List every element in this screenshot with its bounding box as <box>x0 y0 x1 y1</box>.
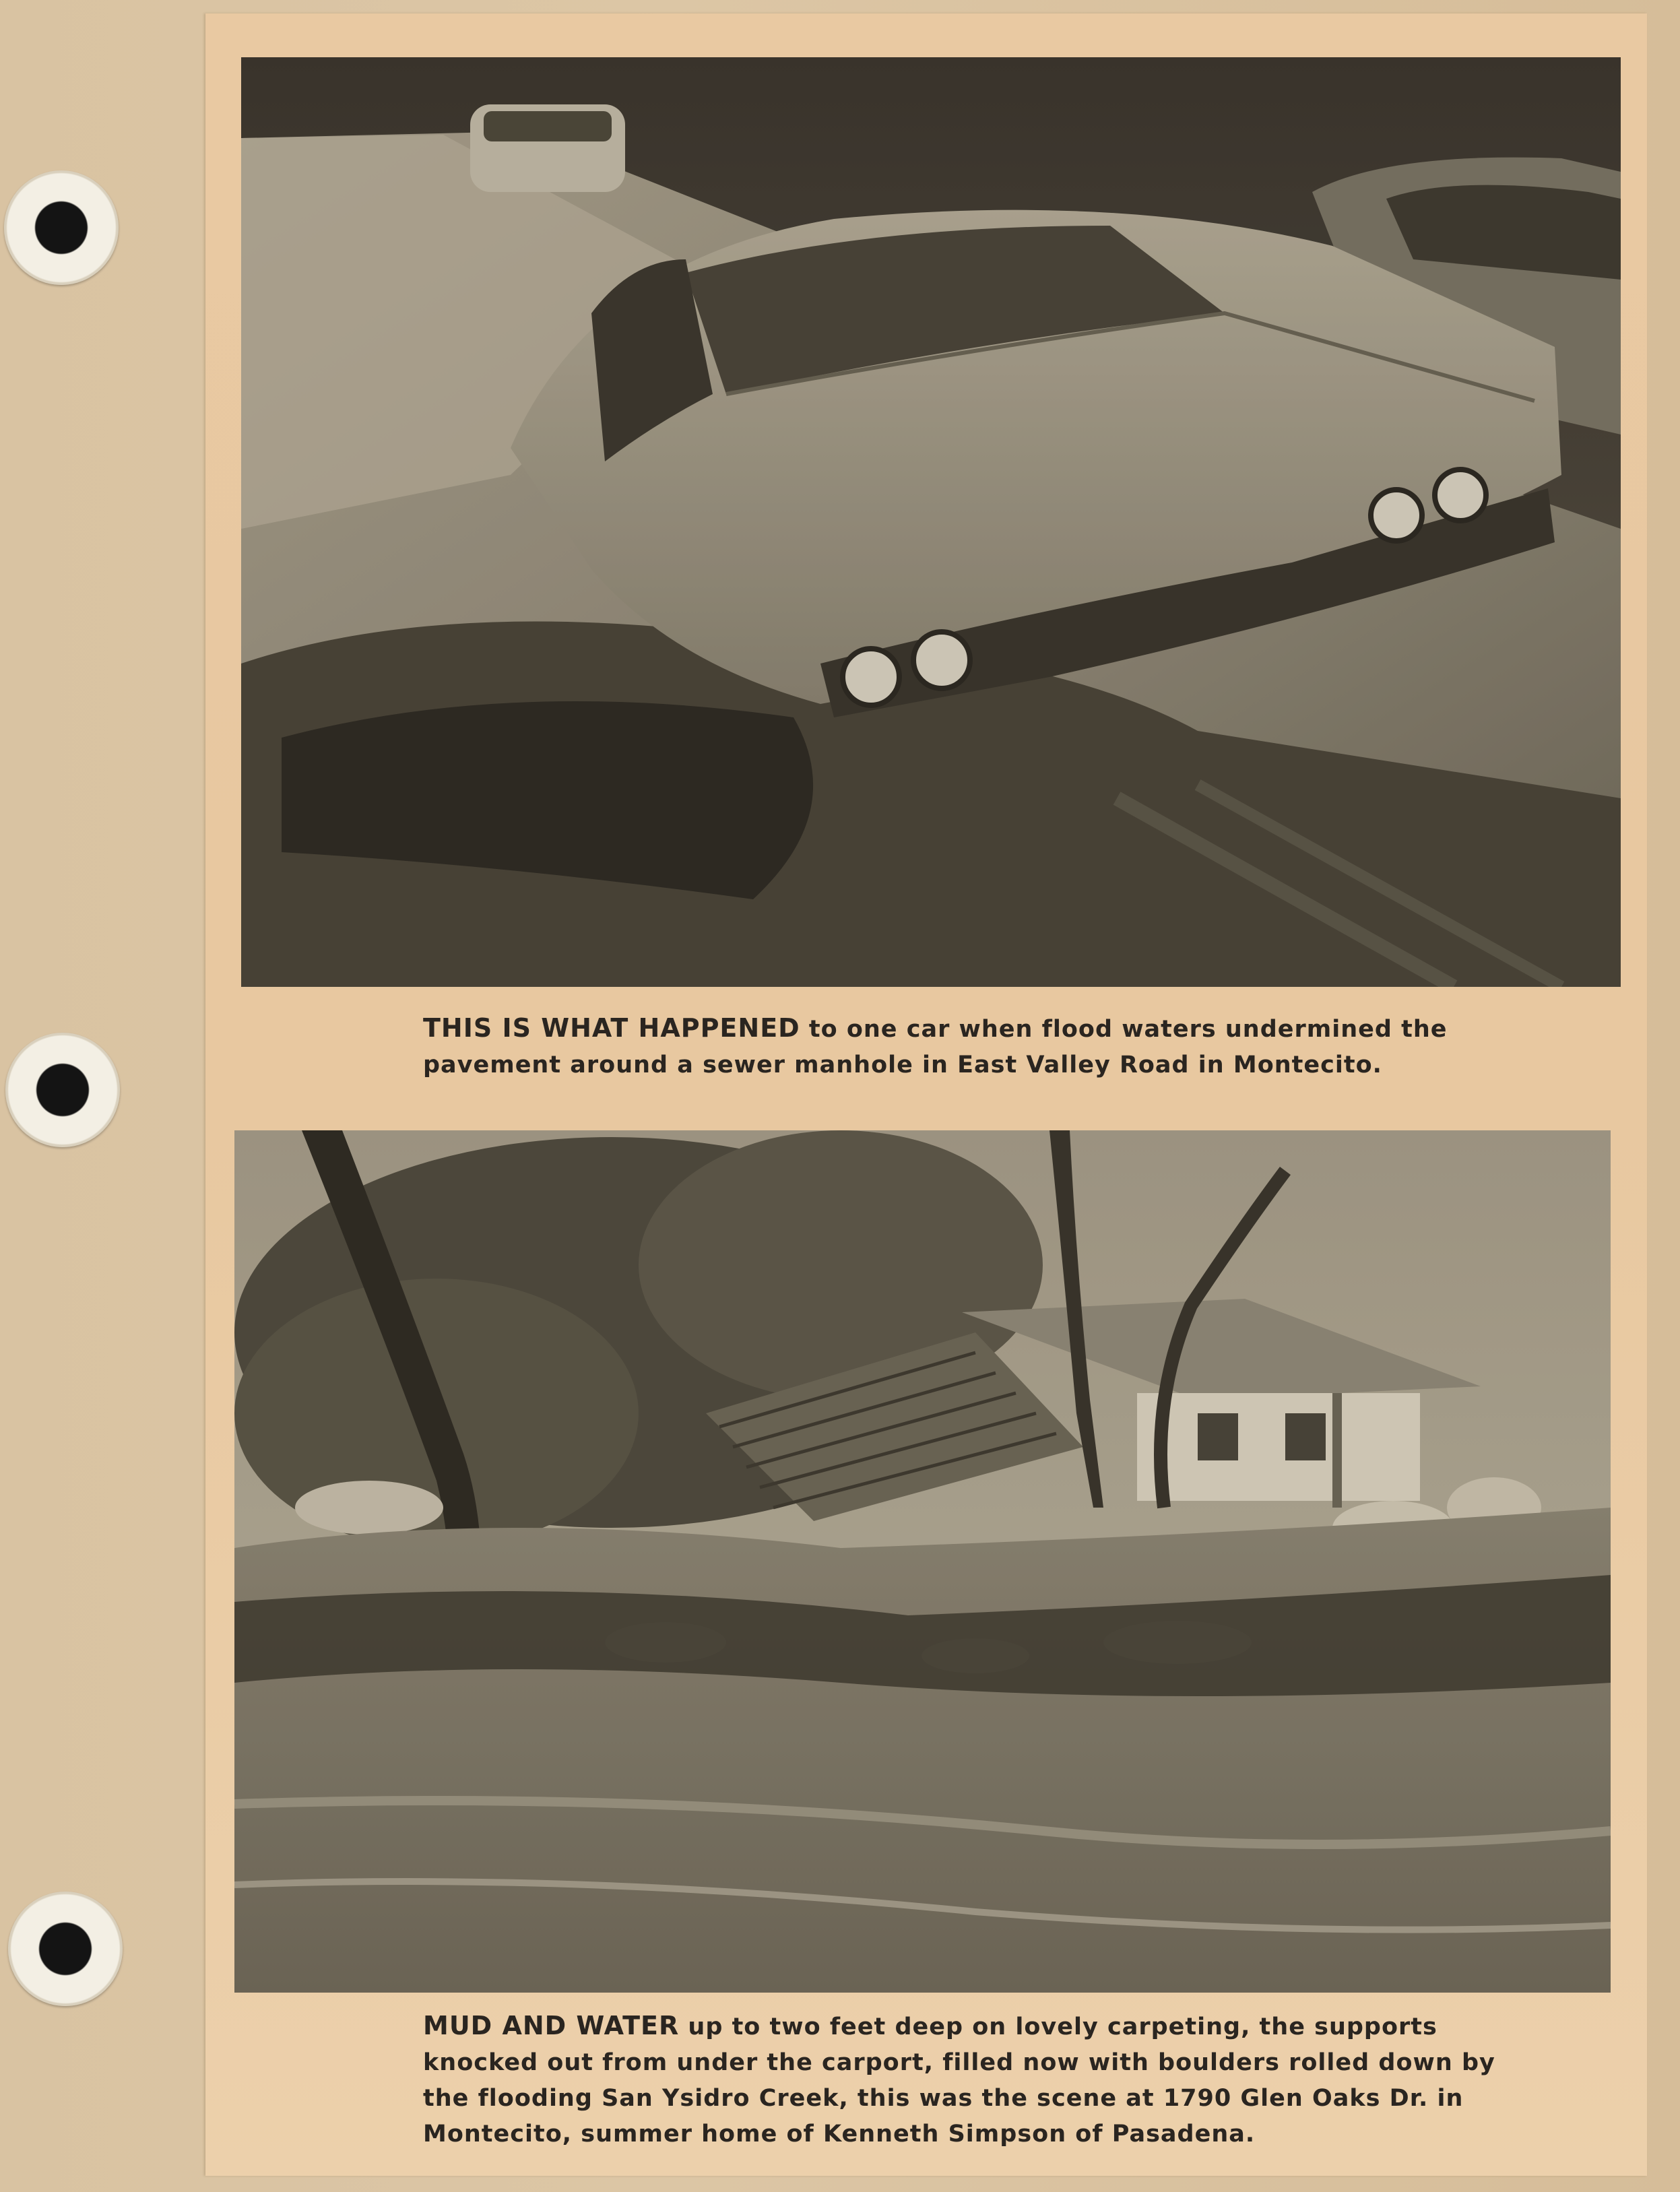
caption-bottom-lead: MUD AND WATER <box>423 2011 680 2040</box>
caption-top-line-1-rest: to one car when flood waters undermined the <box>800 1016 1448 1043</box>
caption-bottom <box>423 2008 1495 2152</box>
binder-hole-reinforcement-middle <box>5 1033 120 1147</box>
photo-flooded-carport <box>234 1130 1611 1993</box>
caption-bottom-line-1 <box>423 2008 1440 2045</box>
caption-bottom-line-3: the flooding San Ysidro Creek, this was the scene at 1790 Glen Oaks Dr. in <box>423 2085 1464 2112</box>
photo-car-in-washout <box>241 57 1621 987</box>
caption-top-line-2: pavement around a sewer manhole in East Valley Road in Montecito. <box>423 1052 1382 1078</box>
binder-hole-reinforcement-top <box>4 170 119 285</box>
caption-top <box>423 1010 1448 1083</box>
binder-hole-reinforcement-bottom <box>8 1892 123 2006</box>
caption-top-lead: THIS IS WHAT HAPPENED <box>423 1013 800 1043</box>
caption-bottom-line-4: Montecito, summer home of Kenneth Simpson of Pasadena. <box>423 2121 1256 2148</box>
caption-top-line-1 <box>423 1010 1448 1047</box>
caption-bottom-line-1-rest: up to two feet deep on lovely carpeting, the supports <box>679 2013 1437 2040</box>
caption-bottom-line-2: knocked out from under the carport, filled now with boulders rolled down by <box>423 2049 1495 2076</box>
